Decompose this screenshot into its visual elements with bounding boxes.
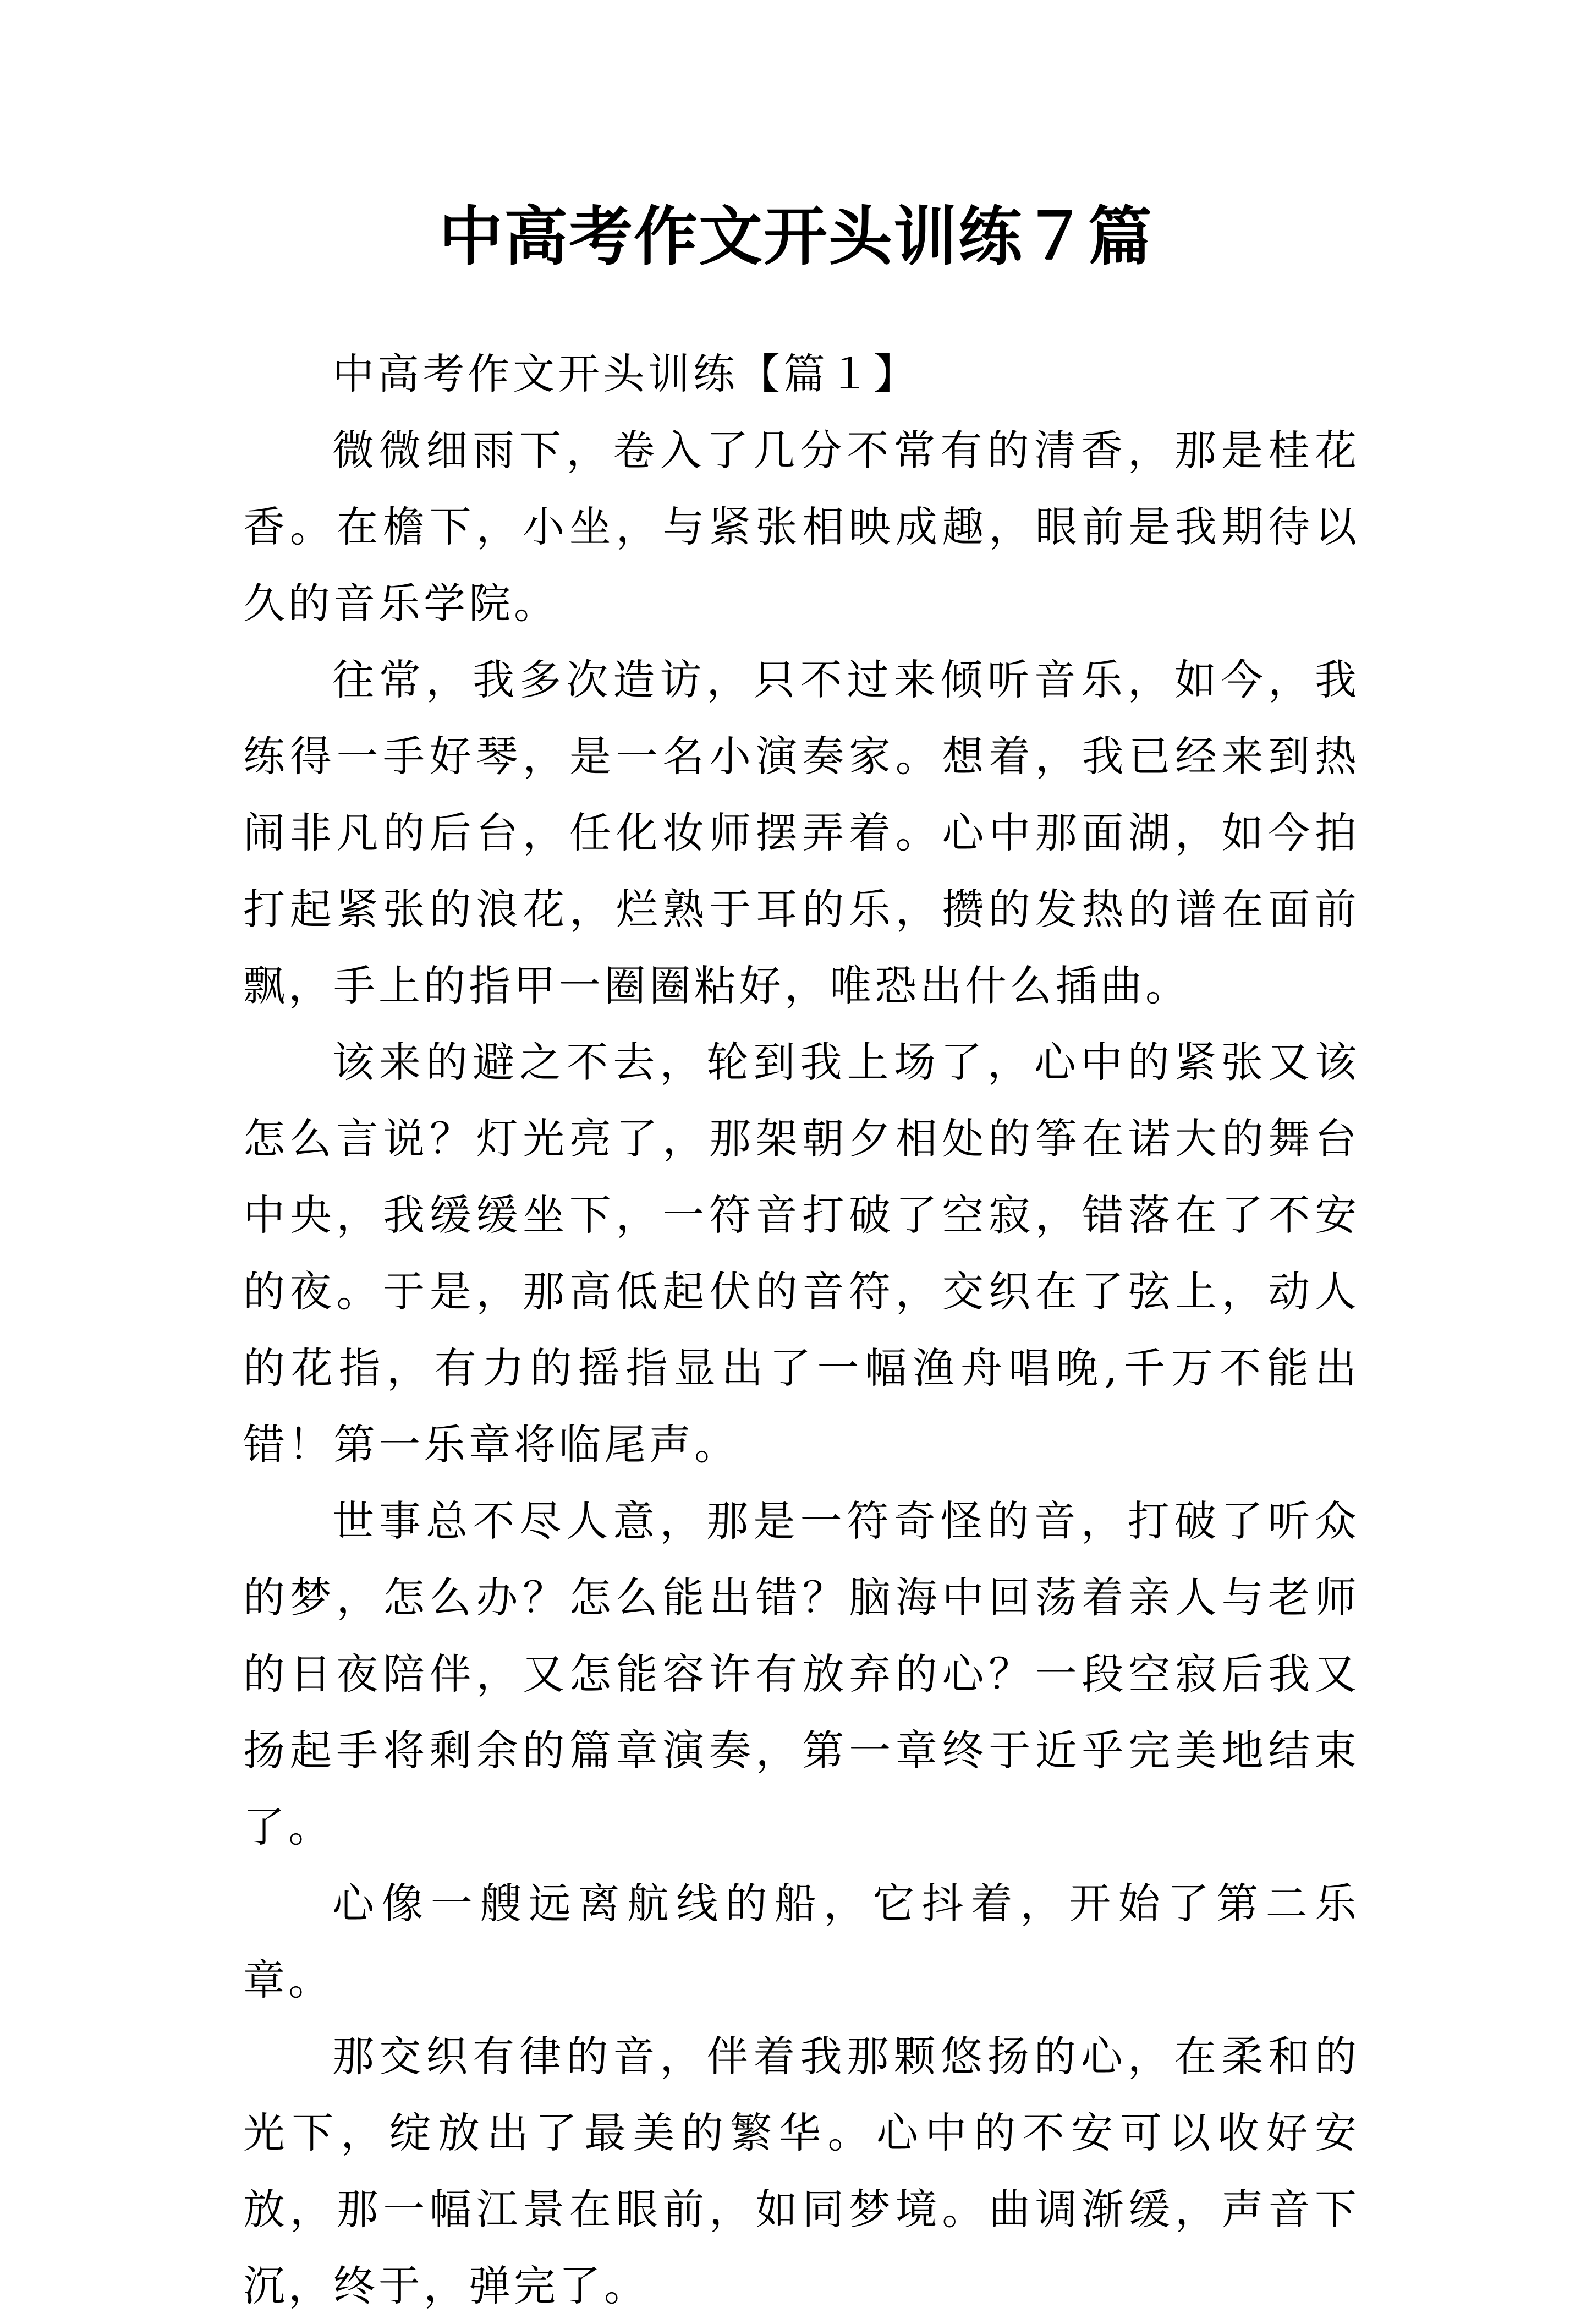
- paragraph: 心像一艘远离航线的船，它抖着，开始了第二乐章。: [243, 1879, 1360, 2004]
- paragraph: 该来的避之不去，轮到我上场了，心中的紧张又该怎么言说？灯光亮了，那架朝夕相处的筝在诺大的舞台中央，我缓缓坐下，一符音打破了空寂，错落在了不安的夜。于是，那高低起伏的音符，交织在了弦上，动人的花指，有力的摇指显出了一幅渔舟唱晚,千万不能出错！第一乐章将临尾声。: [243, 1038, 1360, 1469]
- paragraph: 往常，我多次造访，只不过来倾听音乐，如今，我练得一手好琴，是一名小演奏家。想着，我已经来到热闹非凡的后台，任化妆师摆弄着。心中那面湖，如今拍打起紧张的浪花，烂熟于耳的乐，攒的发热的谱在面前飘，手上的指甲一圈圈粘好，唯恐出什么插曲。: [243, 655, 1360, 1010]
- paragraph: 微微细雨下，卷入了几分不常有的清香，那是桂花香。在檐下，小坐，与紧张相映成趣，眼前是我期待以久的音乐学院。: [243, 426, 1360, 628]
- section-heading: 中高考作文开头训练【篇１】: [332, 349, 919, 398]
- document-body: [243, 336, 1360, 2324]
- paragraph: 世事总不尽人意，那是一符奇怪的音，打破了听众的梦，怎么办？怎么能出错？脑海中回荡着亲人与老师的日夜陪伴，又怎能容许有放弃的心？一段空寂后我又扬起手将剩余的篇章演奏，第一章终于近乎完美地结束了。: [243, 1497, 1360, 1851]
- paragraph: 那交织有律的音，伴着我那颗悠扬的心，在柔和的光下，绽放出了最美的繁华。心中的不安可以收好安放，那一幅江景在眼前，如同梦境。曲调渐缓，声音下沉，终于，弹完了。: [243, 2032, 1360, 2310]
- document-title: 中高考作文开头训练７篇: [439, 199, 1153, 274]
